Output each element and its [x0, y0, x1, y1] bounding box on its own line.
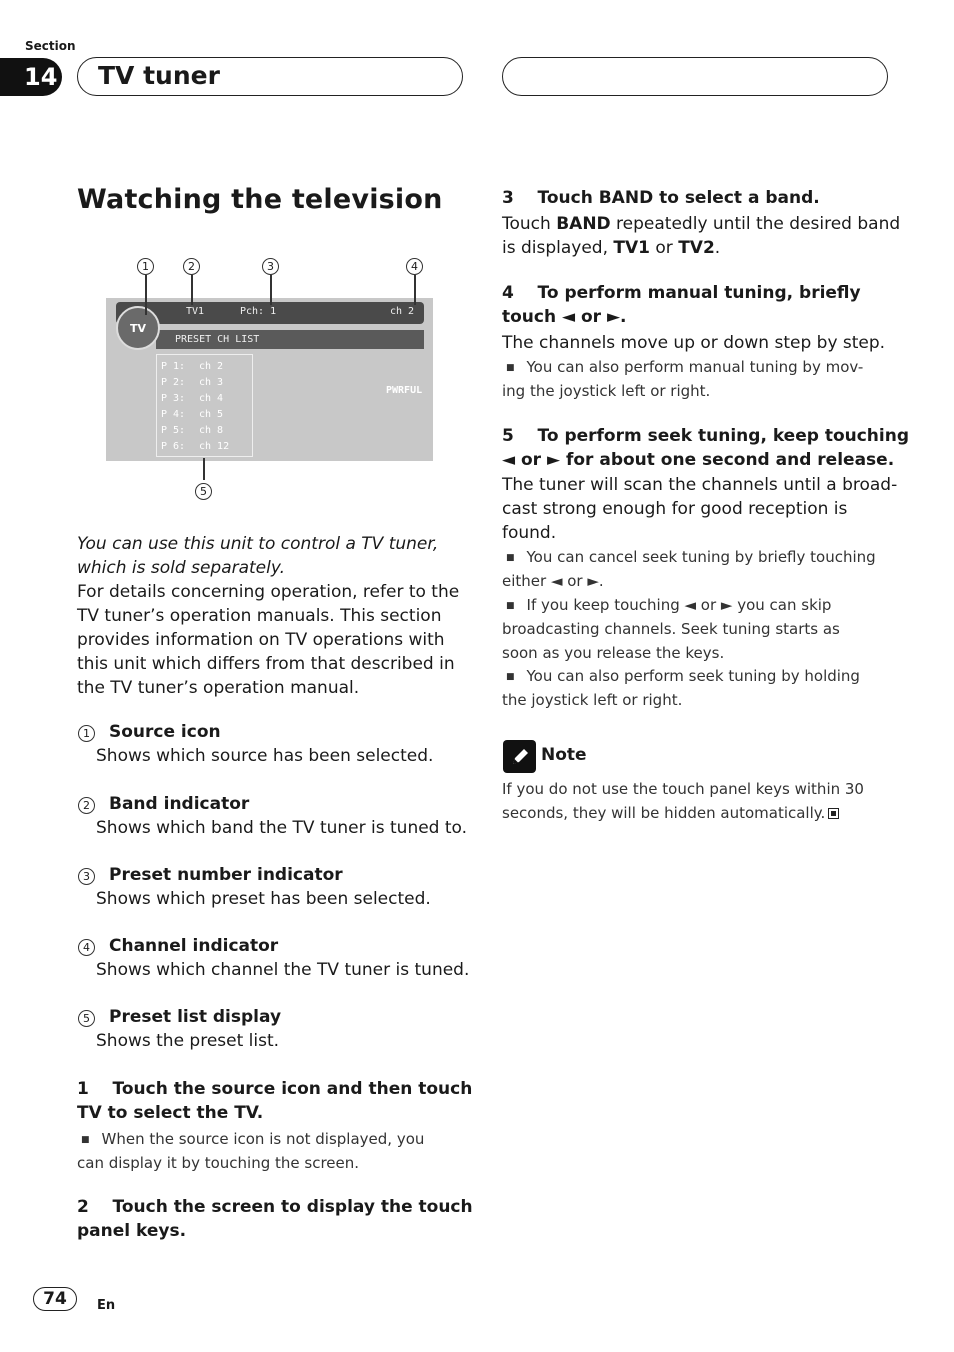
intro-line: provides information on TV operations with [77, 630, 445, 650]
intro-line: For details concerning operation, refer to the [77, 582, 460, 602]
callout-1: 1 [137, 258, 154, 275]
step-5-note-cont: the joystick left or right. [502, 691, 683, 709]
step-5-heading-cont: ◄ or ► for about one second and release. [502, 450, 895, 470]
screen-preset: Pch: 1 [240, 306, 277, 317]
step-5-heading: 5 To perform seek tuning, keep touching [502, 426, 910, 446]
step-1-heading: 1 Touch the source icon and then touch [77, 1079, 473, 1099]
step-5-note: ■ You can cancel seek tuning by briefly touching [502, 545, 876, 572]
step-4-note: ■ You can also perform manual tuning by mov- [502, 355, 863, 382]
step-5-note: ■ You can also perform seek tuning by holding [502, 664, 860, 691]
screen-mode-label: PWRFUL [386, 385, 423, 396]
note-text: If you do not use the touch panel keys within 30 [502, 780, 864, 798]
screen-list-title: PRESET CH LIST [175, 334, 260, 345]
callout-3: 3 [262, 258, 279, 275]
section-title: TV tuner [77, 57, 463, 96]
screen-channel: ch 2 [390, 306, 415, 317]
screen-band: TV1 [186, 306, 205, 317]
step-4-heading: 4 To perform manual tuning, briefly [502, 283, 861, 303]
note-text-cont: seconds, they will be hidden automatically. [502, 801, 839, 825]
step-1-note: ■ When the source icon is not displayed, you [77, 1127, 424, 1154]
note-label: Note [541, 745, 587, 765]
screen-preset-list [156, 354, 253, 457]
section-title-box-empty [502, 57, 888, 96]
item-number: 4 [78, 939, 95, 956]
step-5-body: The tuner will scan the channels until a broad- [502, 475, 898, 495]
preset-row: P 2: ch 3 [161, 377, 224, 388]
page-title: Watching the television [77, 184, 443, 215]
section-number: 14 [0, 58, 62, 96]
language-label: En [97, 1298, 116, 1313]
step-1-note-cont: can display it by touching the screen. [77, 1154, 360, 1172]
intro-line: TV tuner’s operation manuals. This section [77, 606, 442, 626]
tv-source-icon: TV [116, 306, 160, 350]
item-desc: Shows which preset has been selected. [96, 889, 431, 909]
step-5-note: ■ If you keep touching ◄ or ► you can skip [502, 593, 831, 620]
intro-line: this unit which differs from that described in [77, 654, 455, 674]
item-title: Band indicator [109, 794, 250, 814]
callout-line-4 [414, 275, 416, 305]
step-4-body: The channels move up or down step by step. [502, 333, 886, 353]
callout-4: 4 [406, 258, 423, 275]
intro-italic-line: You can use this unit to control a TV tuner, [77, 534, 439, 554]
step-5-body: found. [502, 523, 557, 543]
page-number: 74 [33, 1287, 77, 1311]
step-2-heading-cont: panel keys. [77, 1221, 187, 1241]
item-title: Source icon [109, 722, 221, 742]
step-5-note-cont: broadcasting channels. Seek tuning starts as [502, 620, 840, 638]
intro-line: the TV tuner’s operation manual. [77, 678, 360, 698]
step-5-body: cast strong enough for good reception is [502, 499, 848, 519]
callout-5: 5 [195, 483, 212, 500]
step-4-heading-cont: touch ◄ or ►. [502, 307, 627, 327]
item-desc: Shows the preset list. [96, 1031, 280, 1051]
item-desc: Shows which band the TV tuner is tuned to. [96, 818, 468, 838]
item-desc: Shows which source has been selected. [96, 746, 434, 766]
preset-row: P 3: ch 4 [161, 393, 224, 404]
item-desc: Shows which channel the TV tuner is tuned. [96, 960, 470, 980]
preset-row: P 1: ch 2 [161, 361, 224, 372]
item-number: 5 [78, 1010, 95, 1027]
preset-row: P 6: ch 12 [161, 441, 230, 452]
item-title: Channel indicator [109, 936, 279, 956]
step-3-body-cont: is displayed, TV1 or TV2. [502, 238, 721, 258]
pencil-icon [503, 740, 536, 773]
callout-line-3 [270, 275, 272, 305]
item-title: Preset number indicator [109, 865, 343, 885]
step-2-heading: 2 Touch the screen to display the touch [77, 1197, 473, 1217]
callout-2: 2 [183, 258, 200, 275]
step-4-note-cont: ing the joystick left or right. [502, 382, 711, 400]
step-3-heading: 3 Touch BAND to select a band. [502, 188, 820, 208]
preset-row: P 4: ch 5 [161, 409, 224, 420]
item-number: 3 [78, 868, 95, 885]
section-label: Section [25, 39, 76, 53]
item-title: Preset list display [109, 1007, 282, 1027]
end-mark-icon [828, 808, 839, 819]
intro-italic-line: which is sold separately. [77, 558, 286, 578]
item-number: 2 [78, 797, 95, 814]
item-number: 1 [78, 725, 95, 742]
callout-line-5 [203, 458, 205, 480]
step-3-body: Touch BAND repeatedly until the desired band [502, 214, 901, 234]
callout-line-1 [145, 275, 147, 315]
step-1-heading-cont: TV to select the TV. [77, 1103, 264, 1123]
callout-line-2 [191, 275, 193, 305]
step-5-note-cont: either ◄ or ►. [502, 572, 604, 590]
step-5-note-cont: soon as you release the keys. [502, 644, 725, 662]
preset-row: P 5: ch 8 [161, 425, 224, 436]
